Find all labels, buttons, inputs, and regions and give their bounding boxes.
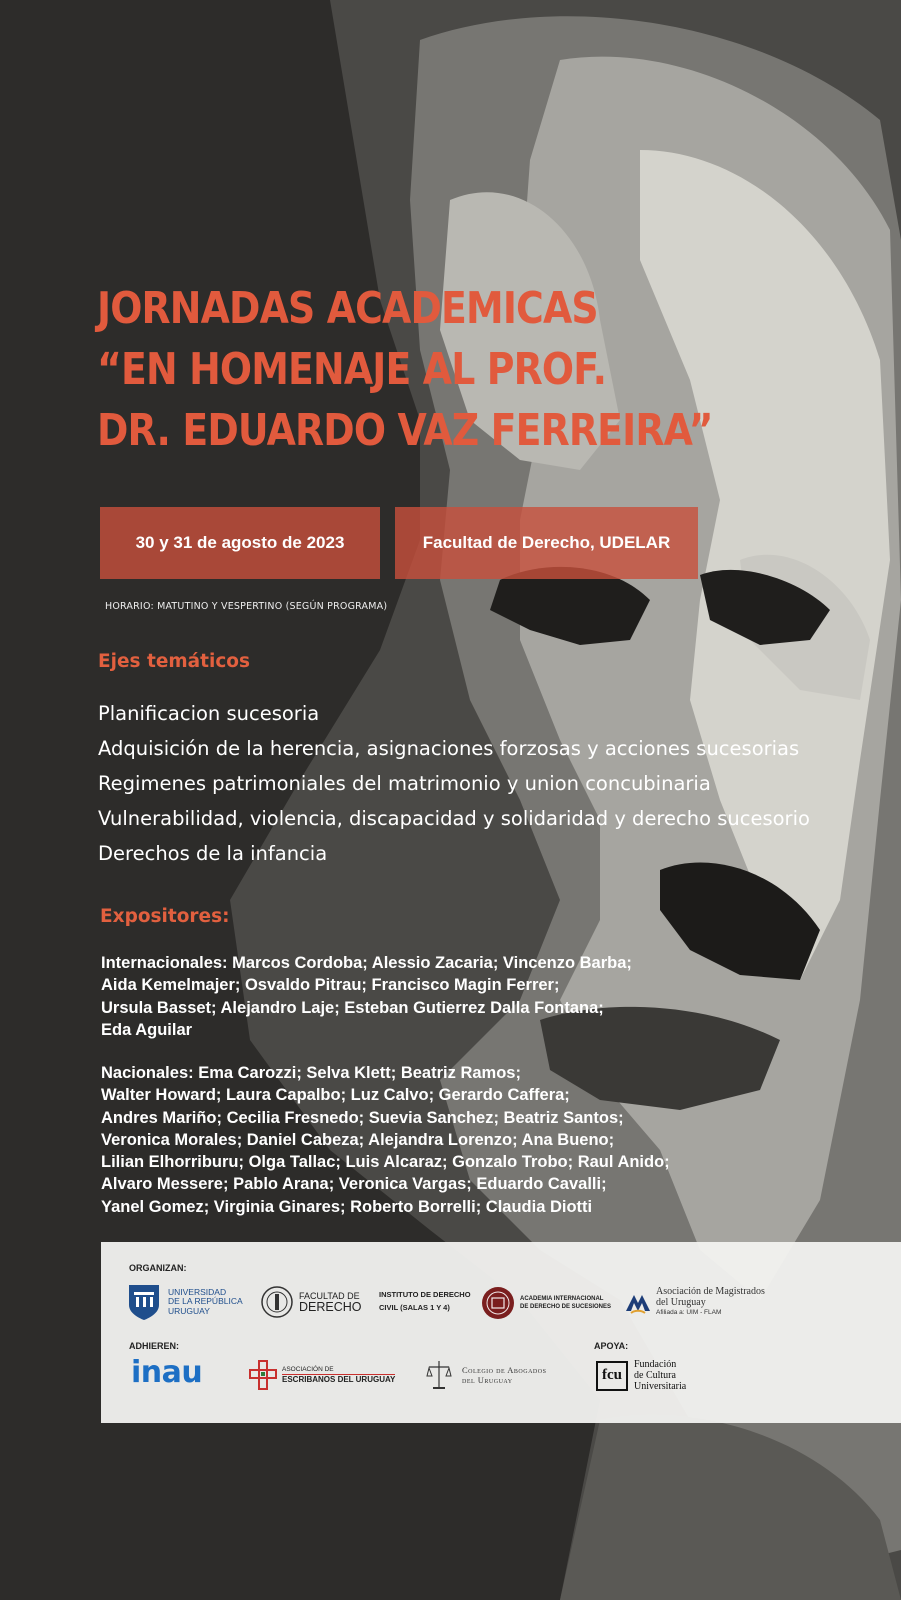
udelar-logo	[127, 1283, 243, 1321]
theme-item: Adquisición de la herencia, asignaciones forzosas y acciones sucesorias	[98, 737, 800, 760]
speakers-line: Veronica Morales; Daniel Cabeza; Alejandra Lorenzo; Ana Bueno;	[101, 1130, 615, 1149]
speakers-line: Internacionales: Marcos Cordoba; Alessio Zacaria; Vincenzo Barba;	[101, 954, 632, 972]
abogados-logo	[426, 1358, 546, 1392]
international-speakers	[101, 952, 801, 1041]
speakers-line: Aida Kemelmajer; Osvaldo Pitrau; Francisco Magin Ferrer;	[101, 976, 560, 995]
academia-text: DE DERECHO DE SUCESIONES	[520, 1304, 612, 1310]
fcu-logo	[596, 1359, 686, 1392]
theme-item: Planificacion sucesoria	[98, 702, 320, 725]
fcu-text: de Cultura	[634, 1370, 676, 1381]
sponsors-panel	[101, 1242, 901, 1423]
speakers-line: Yanel Gomez; Virginia Ginares; Roberto Borrelli; Claudia Diotti	[101, 1197, 593, 1216]
scales-of-justice-icon	[426, 1358, 452, 1392]
inau-logo	[131, 1355, 203, 1390]
udelar-text: DE LA REPÚBLICA	[168, 1296, 243, 1307]
escribanos-logo	[249, 1360, 395, 1390]
fder-text: FACULTAD DE	[299, 1290, 360, 1301]
adhieren-label: ADHIEREN:	[129, 1341, 180, 1351]
schedule-note: HORARIO: MATUTINO Y VESPERTINO (SEGÚN PROGRAMA)	[105, 601, 388, 612]
magistrados-logo	[625, 1286, 765, 1318]
udelar-text: URUGUAY	[168, 1305, 210, 1316]
instituto-logo	[379, 1288, 471, 1314]
udelar-text: UNIVERSIDAD	[168, 1286, 227, 1297]
speakers-line: Andres Mariño; Cecilia Fresnedo; Suevia Sanchez; Beatriz Santos;	[101, 1108, 624, 1127]
place-box	[395, 507, 698, 579]
apoya-label: APOYA:	[594, 1341, 629, 1351]
inau-wordmark: inau	[131, 1355, 203, 1390]
instituto-text: INSTITUTO DE DERECHO	[379, 1290, 471, 1299]
event-place: Facultad de Derecho, UDELAR	[422, 533, 671, 552]
speakers-heading: Expositores:	[100, 906, 230, 927]
escribanos-text: ESCRIBANOS DEL URUGUAY	[282, 1374, 396, 1384]
fder-seal-icon	[261, 1284, 293, 1320]
organizan-label: ORGANIZAN:	[129, 1263, 187, 1273]
national-speakers	[101, 1062, 801, 1218]
instituto-text: CIVIL (SALAS 1 Y 4)	[379, 1303, 450, 1312]
event-date: 30 y 31 de agosto de 2023	[135, 533, 345, 552]
title-line: DR. EDUARDO VAZ FERREIRA”	[97, 405, 713, 456]
magistrados-mark-icon	[625, 1289, 651, 1315]
themes-heading: Ejes temáticos	[98, 651, 251, 672]
escribanos-cross-icon	[249, 1360, 277, 1390]
fcu-text: Fundación	[634, 1359, 677, 1370]
theme-item: Regimenes patrimoniales del matrimonio y union concubinaria	[98, 772, 711, 795]
abogados-text: del Uruguay	[462, 1375, 513, 1385]
speakers-line: Walter Howard; Laura Capalbo; Luz Calvo; Gerardo Caffera;	[101, 1086, 570, 1105]
title-line: “EN HOMENAJE AL PROF.	[97, 344, 607, 395]
escribanos-text: ASOCIACIÓN DE	[282, 1365, 334, 1373]
themes-list	[98, 700, 810, 875]
event-title	[97, 278, 713, 461]
magistrados-text: Afiliada a: UIM - FLAM	[656, 1309, 722, 1316]
academia-seal-icon	[481, 1286, 515, 1320]
fcu-mark: fcu	[596, 1361, 628, 1391]
speakers-line: Nacionales: Ema Carozzi; Selva Klett; Beatriz Ramos;	[101, 1064, 521, 1082]
magistrados-text: del Uruguay	[656, 1297, 706, 1308]
abogados-text: Colegio de Abogados	[462, 1365, 547, 1375]
date-box	[100, 507, 380, 579]
academia-text: ACADEMIA INTERNACIONAL	[520, 1296, 604, 1302]
academia-logo	[481, 1286, 611, 1320]
fder-logo	[261, 1284, 362, 1320]
speakers-line: Alvaro Messere; Pablo Arana; Veronica Vargas; Eduardo Cavalli;	[101, 1175, 607, 1194]
speakers-line: Lilian Elhorriburu; Olga Tallac; Luis Alcaraz; Gonzalo Trobo; Raul Anido;	[101, 1153, 670, 1172]
speakers-line: Ursula Basset; Alejandro Laje; Esteban Gutierrez Dalla Fontana;	[101, 998, 604, 1017]
udelar-emblem-icon	[127, 1283, 161, 1321]
magistrados-text: Asociación de Magistrados	[656, 1286, 765, 1297]
fder-text: DERECHO	[299, 1299, 362, 1314]
title-line: JORNADAS ACADEMICAS	[97, 283, 598, 334]
fcu-text: Universitaria	[634, 1381, 687, 1392]
speakers-line: Eda Aguilar	[101, 1020, 193, 1039]
theme-item: Derechos de la infancia	[98, 842, 328, 865]
theme-item: Vulnerabilidad, violencia, discapacidad y solidaridad y derecho sucesorio	[98, 807, 810, 830]
